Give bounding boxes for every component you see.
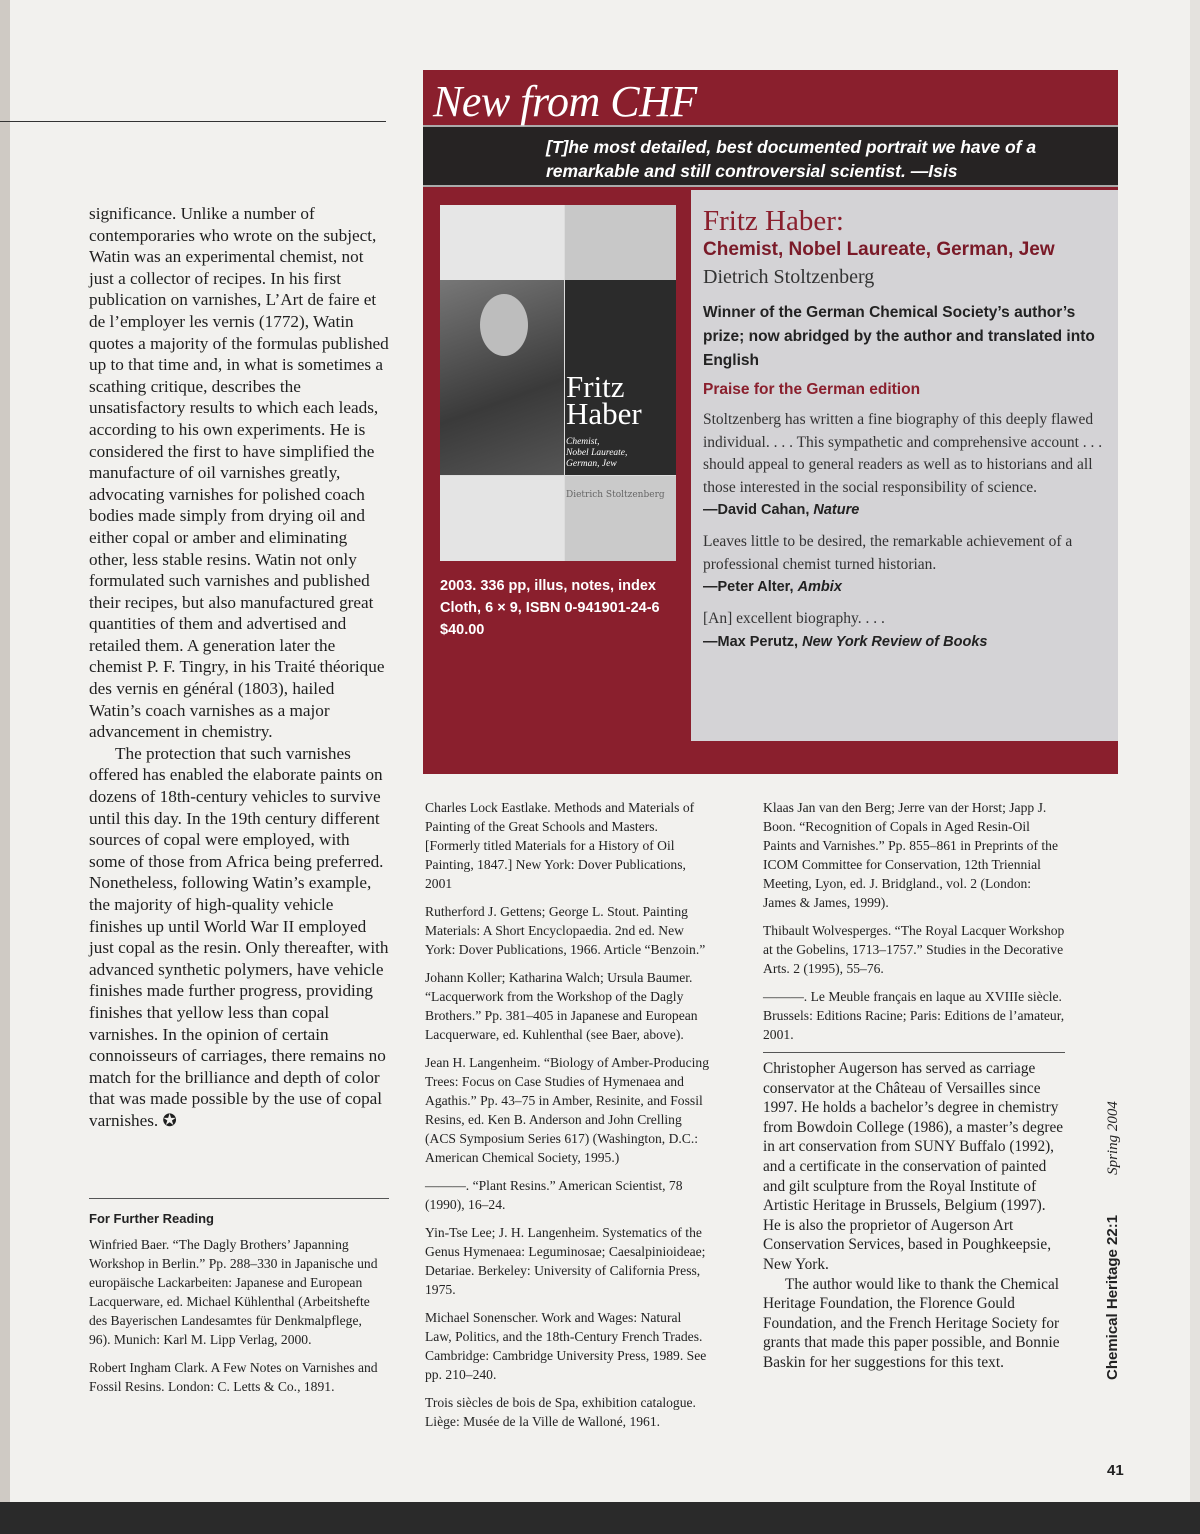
- reference: Michael Sonenscher. Work and Wages: Natural Law, Politics, and the 18th-Century French Trades. Cambridge: Cambridge University Press, 1989. See pp. 210–240.: [425, 1310, 707, 1382]
- page-edge-right: [1190, 0, 1200, 1534]
- reference: Rutherford J. Gettens; George L. Stout. Painting Materials: A Short Encyclopaedia. 2nd ed. New York: Dover Publications, 1966. Article “Benzoin.”: [425, 904, 706, 957]
- praise-heading: Praise for the German edition: [703, 381, 921, 398]
- cover-author: Dietrich Stoltzenberg: [566, 490, 665, 500]
- reference: Klaas Jan van den Berg; Jerre van der Horst; Japp J. Boon. “Recognition of Copals in Aged Resin-Oil Paints and Varnishes.” Pp. 855–861 in Preprints of the ICOM Committee for Conservation, 12th Triennial Meeting, Lyon, ed. J. Bridgland., vol. 2 (London: James & James, 1999).: [763, 800, 1059, 910]
- reference: Robert Ingham Clark. A Few Notes on Varnishes and Fossil Resins. London: C. Letts & Co., 1891.: [89, 1360, 378, 1394]
- running-footer: [1103, 1101, 1122, 1380]
- ad-quote: [546, 135, 1036, 183]
- reference: Johann Koller; Katharina Walch; Ursula Baumer. “Lacquerwork from the Workshop of the Dagly Brothers.” Pp. 381–405 in Japanese and European Lacquerware, ed. Kuhlenthal (see Baer, above).: [425, 970, 698, 1042]
- quote-line: [T]he most detailed, best documented portrait we have of a: [546, 137, 1037, 157]
- book-price: $40.00: [440, 622, 485, 638]
- reference: Winfried Baer. “The Dagly Brothers’ Japanning Workshop in Berlin.” Pp. 288–330 in Japanische und europäische Lackarbeiten: Japanese and European Lacquerware, ed. Michael Kühlenthal (Arbeitshefte des Bayerischen Landesamtes für Denkmalpflege, 96). Munich: Karl M. Lipp Verlag, 2000.: [89, 1237, 378, 1347]
- paragraph: The protection that such varnishes offered has enabled the elaborate paints on dozens of 18th-century vehicles to survive until this day. In the 19th century different sources of copal were employed, with some of those from Africa being preferred. Nonetheless, following Watin’s example, the majority of high-quality vehicle finishes up until World War II employed just copal as the resin. Only thereafter, with advanced synthetic polymers, have vehicle finishes made further progress, providing finishes that yellow less than copal varnishes. In the opinion of certain connoisseurs of carriages, there remains no match for the brilliance and depth of color that was made possible by the use of copal varnishes. ✪: [89, 743, 389, 1130]
- journal-name: Chemical Heritage 22:1: [1104, 1214, 1121, 1380]
- reference: ———. Le Meuble français en laque au XVIIIe siècle. Brussels: Editions Racine; Paris: Editions de l’amateur, 2001.: [763, 989, 1065, 1042]
- issue-date: Spring 2004: [1105, 1101, 1121, 1175]
- book-info-line: Cloth, 6 × 9, ISBN 0-941901-24-6: [440, 600, 660, 616]
- author-bio: [763, 1052, 1065, 1373]
- review-text: Stoltzenberg has written a fine biography of this deeply flawed individual. . . . This sympathetic and comprehensive account . . . should appeal to general readers as well as to historians and all those interested in the social responsibility of science.: [703, 411, 1103, 496]
- review-attribution: —David Cahan, Nature: [703, 502, 860, 518]
- book-info-line: 2003. 336 pp, illus, notes, index: [440, 578, 656, 594]
- book-title: Fritz Haber:: [703, 205, 844, 237]
- review-attribution: —Peter Alter, Ambix: [703, 579, 842, 595]
- book-author: Dietrich Stoltzenberg: [703, 266, 875, 288]
- review-attribution: —Max Perutz, New York Review of Books: [703, 633, 988, 650]
- reference: Jean H. Langenheim. “Biology of Amber-Producing Trees: Focus on Case Studies of Hymenaea and Agathis.” Pp. 43–75 in Amber, Resinite, and Fossil Resins, ed. Ken B. Anderson and John Crelling (ACS Symposium Series 617) (Washington, D.C.: American Chemical Society, 1995.): [425, 1055, 710, 1165]
- book-info: [440, 575, 660, 641]
- further-reading-heading: For Further Reading: [89, 1198, 389, 1226]
- paragraph: significance. Unlike a number of contemporaries who wrote on the subject, Watin was an experimental chemist, not just a collector of recipes. In his first publication on varnishes, L’Art de faire et de l’employer les vernis (1772), Watin quotes a majority of the formulas published up to that time and, in what is sometimes a scathing critique, describes the unsatisfactory results to which each leads, according to his own experiments. He is considered the first to have simplified the manufacture of oil varnishes greatly, advocating varnishes for polished coach bodies made simply from drying oil and either copal or amber and eliminating other, less stable resins. Watin not only formulated such varnishes and published their recipes, but also manufactured great quantities of them and advertised and retailed them. A generation later the chemist P. F. Tingry, in his Traité théorique des vernis en général (1803), hailed Watin’s coach varnishes as a major advancement in chemistry.: [89, 204, 389, 742]
- page-number: 41: [1107, 1462, 1124, 1479]
- reference: Trois siècles de bois de Spa, exhibition catalogue. Liège: Musée de la Ville de Walloné, 1961.: [425, 1395, 696, 1429]
- portrait-photo: [440, 280, 564, 475]
- top-rule: [0, 121, 386, 122]
- book-subtitle: Chemist, Nobel Laureate, German, Jew: [703, 239, 1055, 260]
- article-body: [89, 203, 389, 1132]
- references-left: [89, 1235, 385, 1405]
- ad-title: New from CHF: [433, 77, 697, 126]
- review-text: Leaves little to be desired, the remarkable achievement of a professional chemist turned historian.: [703, 533, 1073, 573]
- award-text: Winner of the German Chemical Society’s author’s prize; now abridged by the author and translated into English: [703, 304, 1095, 369]
- cover-subtitle: Chemist, Nobel Laureate, German, Jew: [566, 437, 628, 469]
- acknowledgments: The author would like to thank the Chemical Heritage Foundation, the Florence Gould Foundation, and the French Heritage Society for grants that made this paper possible, and Bonnie Baskin for her suggestions for this text.: [763, 1275, 1060, 1371]
- references-middle: [425, 798, 710, 1440]
- book-advertisement: [423, 70, 1118, 774]
- reference: Thibault Wolvesperges. “The Royal Lacquer Workshop at the Gobelins, 1713–1757.” Studies in the Decorative Arts. 2 (1995), 55–76.: [763, 923, 1065, 976]
- book-details-panel: [691, 190, 1118, 741]
- book-cover: [440, 205, 676, 561]
- page-edge: [0, 0, 10, 1534]
- scan-border: [0, 1502, 1200, 1534]
- bio-paragraph: Christopher Augerson has served as carriage conservator at the Château of Versailles since 1997. He holds a bachelor’s degree in chemistry from Bowdoin College (1986), a master’s degree in art conservation from SUNY Buffalo (1992), and a certificate in the conservation of painted and gilt sculpture from the Royal Institute of Artistic Heritage in Brussels, Belgium (1997). He is also the proprietor of Augerson Art Conservation Services, based in Poughkeepsie, New York.: [763, 1060, 1064, 1273]
- reference: Yin-Tse Lee; J. H. Langenheim. Systematics of the Genus Hymenaea: Leguminosae; Caesalpinioideae; Detariae. Berkeley: University of California Press, 1975.: [425, 1225, 706, 1297]
- reference: Charles Lock Eastlake. Methods and Materials of Painting of the Great Schools and Masters. [Formerly titled Materials for a History of Oil Painting, 1847.] New York: Dover Publications, 2001: [425, 800, 695, 891]
- review-text: [An] excellent biography. . . .: [703, 610, 885, 627]
- quote-band: [423, 125, 1118, 187]
- reference: ———. “Plant Resins.” American Scientist, 78 (1990), 16–24.: [425, 1178, 683, 1212]
- quote-line: remarkable and still controversial scientist. —Isis: [546, 161, 958, 181]
- references-right: [763, 798, 1065, 1053]
- cover-title: Fritz Haber: [566, 369, 642, 431]
